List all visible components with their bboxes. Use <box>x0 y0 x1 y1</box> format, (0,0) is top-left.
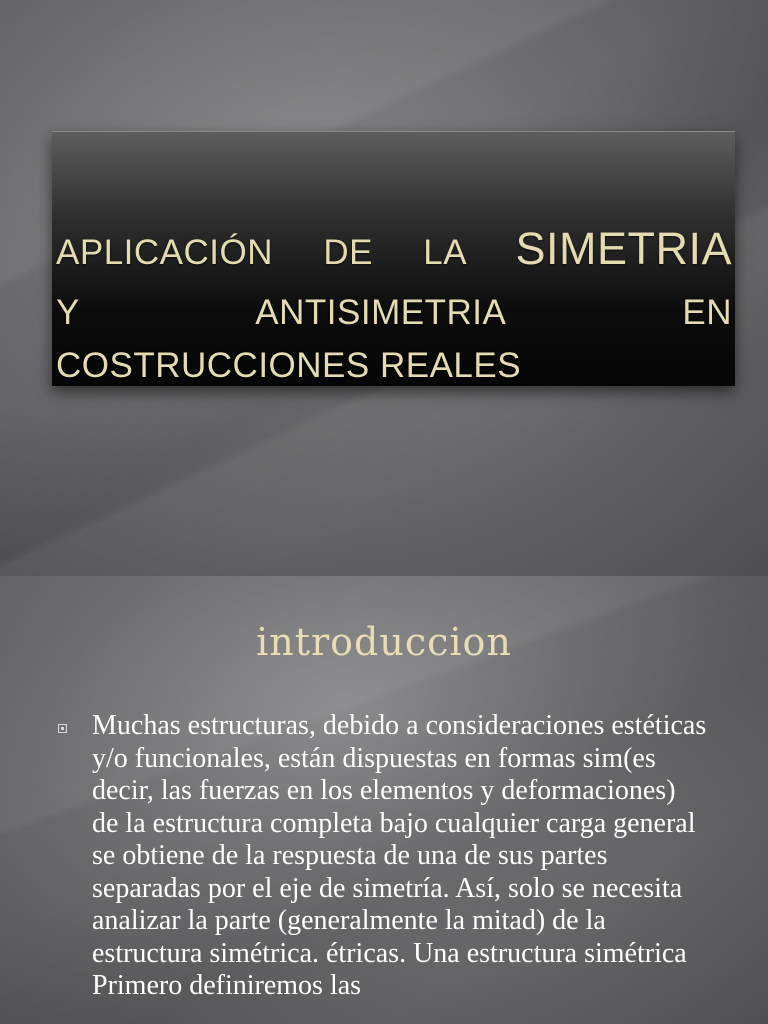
square-bullet-icon <box>58 724 67 733</box>
title-line-1-part-2: SIMETRIA <box>515 223 732 274</box>
title-line-2: Y ANTISIMETRIA EN <box>56 293 732 332</box>
slide-title <box>56 222 732 392</box>
bullet-item <box>58 710 708 1003</box>
title-line-1-part-1: APLICACIÓN DE LA <box>56 233 516 272</box>
bullet-text: Muchas estructuras, debido a consideraciones estéticas y/o funcionales, están dispuestas en formas sim(es decir, las fuerzas en los elementos y deformaciones) de la estructura completa bajo cualquier carga general se obtiene de la respuesta de una de sus partes separadas por el eje de simetría. Así, solo se necesita analizar la parte (generalmente la mitad) de la estructura simétrica. étricas. Una estructura simétrica Primero definiremos las <box>92 710 707 1001</box>
title-line-3: COSTRUCCIONES REALES <box>56 346 522 385</box>
intro-slide <box>0 576 768 1024</box>
title-line-1 <box>56 222 732 286</box>
intro-heading: introduccion <box>256 620 512 664</box>
